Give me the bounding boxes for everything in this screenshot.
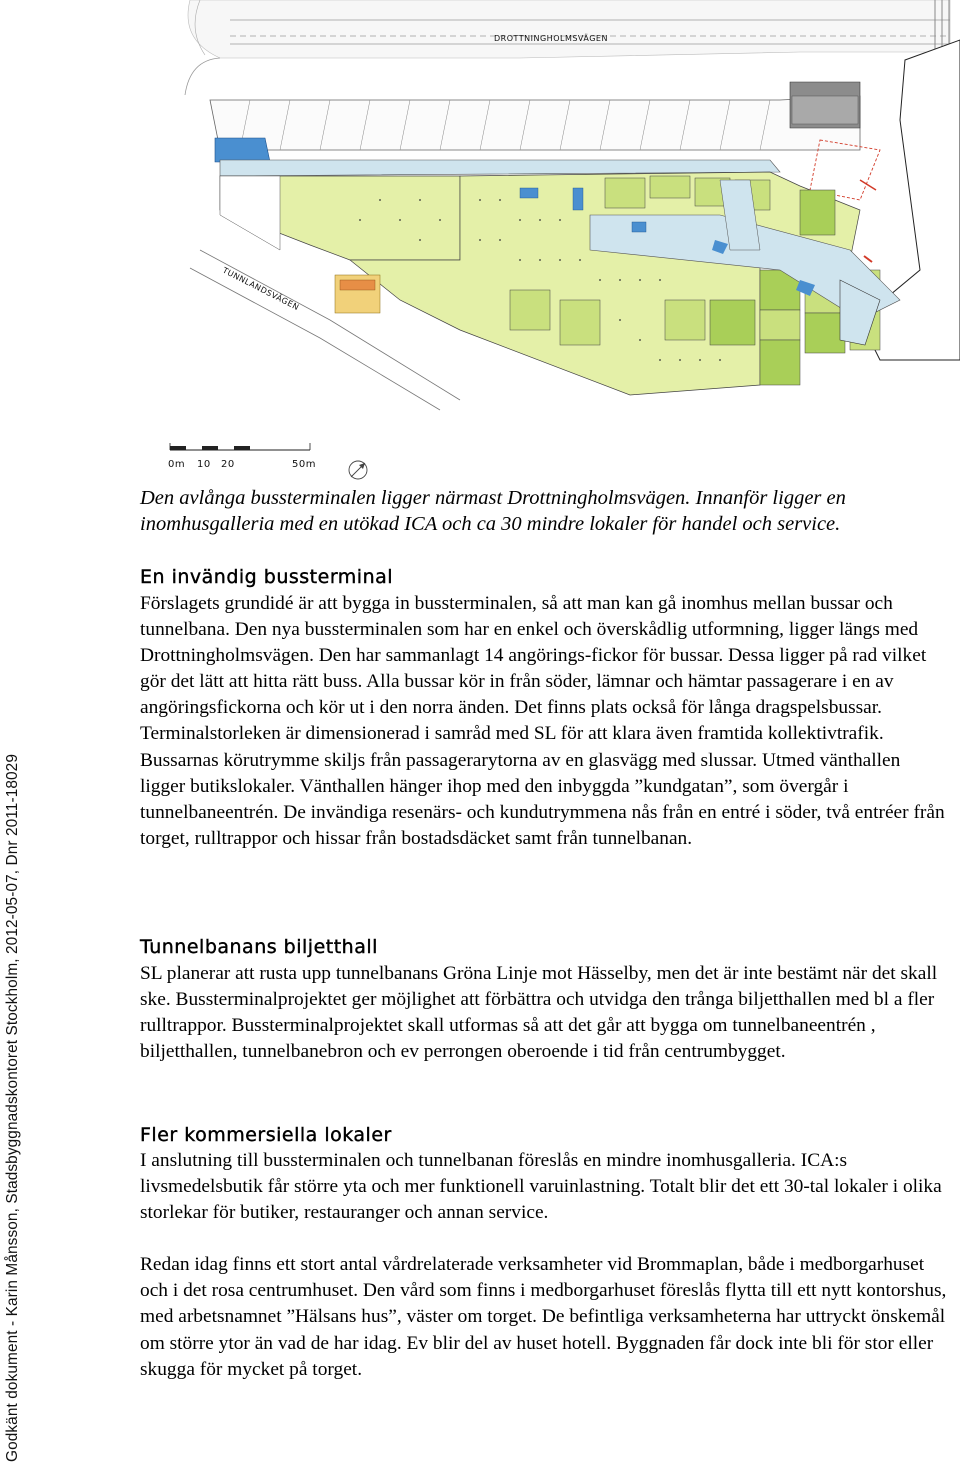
approval-stamp-vertical (2, 728, 26, 1462)
bus-drive-lane (210, 96, 860, 150)
section-bus-terminal (140, 566, 950, 852)
section-paragraph: Förslagets grundidé är att bygga in bussterminalen, så att man kan gå inomhus mellan bussar och tunnelbana. Den nya bussterminalen som har en enkel och överskådlig utformning, ligger längs med Drottningholmsvägen. Den har sammanlagt 14 angörings-fickor för bussar. Dessa ligger på rad vilket gör det lätt att hitta rätt buss. Alla bussar kör in från söder, lämnar och hämtar passagerare i en av angöringsfickorna och kör ut i den norra änden. Det finns plats också för långa dragspelsbussar. Terminalstorleken är dimensionerad i samråd med SL för att klara även framtida kollektivtrafik. Bussarnas körutrymme skiljs från passagerarytorna av en glasvägg med slussar. Utmed vänthallen ligger butikslokaler. Vänthallen hänger ihop med den inbyggda ”kundgatan”, som övergår i tunnelbaneentrén. De invändiga resenärs- och kundutrymmena nås från en entré i söder, två entréer från torget, rulltrappor och hissar från bostadsdäcket samt från tunnelbanan. (140, 593, 945, 849)
section-paragraph: SL planerar att rusta upp tunnelbanans Gröna Linje mot Hässelby, men det är inte bestämt när det skall ske. Bussterminalprojektet ger möjlighet att förbättra och utvidga den trånga biljetthallen med bl a fler rulltrappor. Bussterminalprojektet skall utformas så att det går att bygga om tunnelbaneentrén , biljetthallen, tunnelbanebron och ev perrongen oberoende i tid från centrumbygget. (140, 963, 938, 1063)
scale-label-10: 10 (197, 459, 211, 470)
scale-bar (168, 443, 316, 470)
section-heading: Fler kommersiella lokaler (140, 1124, 392, 1146)
approval-stamp-text: Godkänt dokument - Karin Månsson, Stadsbyggnadskontoret Stockholm, 2012-05-07, Dnr 2011-18029 (4, 754, 21, 1462)
scale-label-0: 0m (168, 459, 186, 470)
section-commercial-premises (140, 1124, 950, 1383)
road-label-left: TUNNLANDSVÄGEN (221, 265, 301, 313)
road-area (185, 0, 950, 95)
floor-plan-figure (160, 0, 960, 482)
section-paragraph: I anslutning till bussterminalen och tunnelbanan föreslås en mindre inomhusgalleria. ICA:s livsmedelsbutik får större yta och mer funktionell varuinlastning. Totalt blir det ett 30-tal lokaler i olika storlekar för butiker, restauranger och annan service. (140, 1150, 942, 1224)
blue-kiosk (215, 138, 270, 162)
section-heading: En invändig bussterminal (140, 566, 394, 588)
scale-label-50: 50m (292, 459, 316, 470)
floor-plan-drawing (160, 0, 960, 482)
north-arrow-icon (349, 461, 367, 479)
section-ticket-hall (140, 936, 950, 1065)
figure-caption: Den avlånga bussterminalen ligger närmast Drottningholmsvägen. Innanför ligger en inomhusgalleria med en utökad ICA och ca 30 mindre lokaler för handel och service. (140, 487, 846, 535)
road-label-top: DROTTNINGHOLMSVÄGEN (494, 34, 608, 43)
section-heading: Tunnelbanans biljetthall (140, 936, 378, 958)
section-paragraph: Redan idag finns ett stort antal vårdrelaterade verksamheter vid Brommaplan, både i medborgarhuset och i det rosa centrumhuset. Den vård som finns i medborgarhuset föreslås flytta till ett nytt kontorshus, med arbetsnamnet ”Hälsans hus”, väster om torget. De befintliga verksamheterna har uttryckt önskemål om större ytor än vad de har idag. Ev blir del av huset hotell. Byggnaden får dock inte bli för stor eller skugga för mycket på torget. (140, 1254, 947, 1380)
scale-label-20: 20 (221, 459, 235, 470)
